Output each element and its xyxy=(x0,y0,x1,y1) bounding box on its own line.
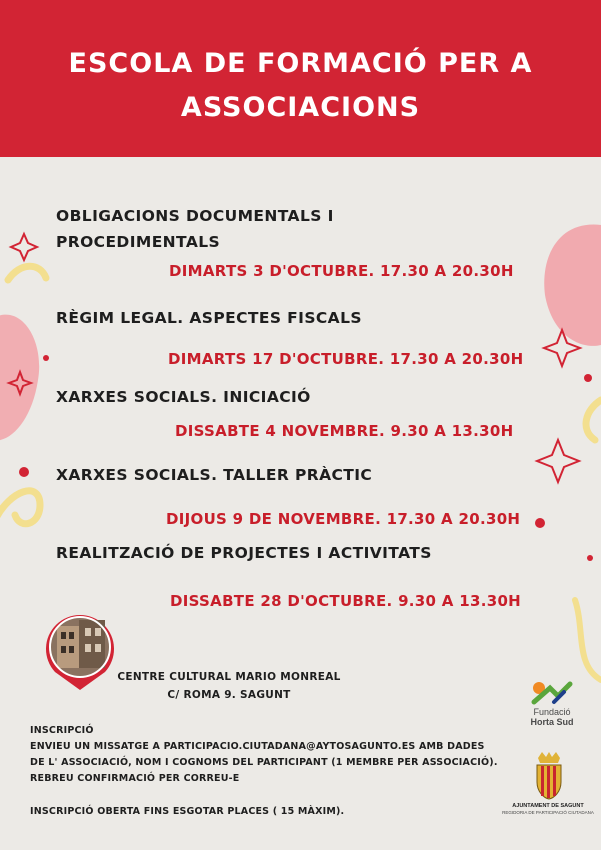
session-date-3: DISSABTE 4 NOVEMBRE. 9.30 A 13.30H xyxy=(175,422,514,440)
yellow-squiggle-left-2 xyxy=(0,491,40,524)
inscription-heading: INSCRIPCIÓ xyxy=(30,725,94,736)
session-title-5: REALITZACIÓ DE PROJECTES I ACTIVITATS xyxy=(56,544,432,562)
yellow-squiggle-right xyxy=(586,400,601,440)
sparkle-right-2 xyxy=(537,440,579,482)
sagunt-crest-icon xyxy=(534,752,564,800)
session-title-2: RÈGIM LEGAL. ASPECTES FISCALS xyxy=(56,309,362,327)
venue-address: C/ ROMA 9. SAGUNT xyxy=(167,689,291,701)
pink-blob-right xyxy=(544,225,601,346)
session-title-4: XARXES SOCIALS. TALLER PRÀCTIC xyxy=(56,466,373,484)
session-date-2: DIMARTS 17 D'OCTUBRE. 17.30 A 20.30H xyxy=(168,350,524,368)
inscription-line-2: DE L' ASSOCIACIÓ, NOM I COGNOMS DEL PARTICIPANT (1 MEMBRE PER ASSOCIACIÓ). xyxy=(30,757,498,768)
sparkle-left xyxy=(11,234,37,260)
red-dot-left xyxy=(19,467,29,477)
session-date-1: DIMARTS 3 D'OCTUBRE. 17.30 A 20.30H xyxy=(169,262,514,280)
session-date-4: DIJOUS 9 DE NOVEMBRE. 17.30 A 20.30H xyxy=(166,510,521,528)
ajuntament-label: AJUNTAMENT DE SAGUNT xyxy=(512,803,584,809)
fundacio-label: Fundació xyxy=(533,707,571,717)
page-title: ESCOLA DE FORMACIÓ PER A ASSOCIACIONS xyxy=(68,48,533,123)
inscription-line-1: ENVIEU UN MISSATGE A PARTICIPACIO.CIUTADANA@AYTOSAGUNTO.ES AMB DADES xyxy=(30,741,485,752)
yellow-squiggle-right-2 xyxy=(575,600,601,680)
horta-sud-label: Horta Sud xyxy=(530,717,574,727)
red-dot-right xyxy=(535,518,545,528)
session-date-5: DISSABTE 28 D'OCTUBRE. 9.30 A 13.30H xyxy=(170,592,522,610)
yellow-squiggle-left xyxy=(8,266,46,280)
location-pin-photo xyxy=(43,612,117,692)
session-title-3: XARXES SOCIALS. INICIACIÓ xyxy=(56,388,311,406)
header-banner xyxy=(0,0,601,157)
red-dot-right-2 xyxy=(584,374,592,382)
venue-name: CENTRE CULTURAL MARIO MONREAL xyxy=(117,671,341,683)
session-title-1: OBLIGACIONS DOCUMENTALS I PROCEDIMENTALS xyxy=(56,207,334,251)
red-dot-right-3 xyxy=(587,555,593,561)
red-dot-left-2 xyxy=(43,355,49,361)
inscription-note: INSCRIPCIÓ OBERTA FINS ESGOTAR PLACES ( 15 MÀXIM). xyxy=(30,806,345,817)
inscription-line-3: REBREU CONFIRMACIÓ PER CORREU-E xyxy=(30,773,240,784)
pink-blob-left xyxy=(0,315,39,441)
regidoria-label: REGIDORIA DE PARTICIPACIÓ CIUTADANA xyxy=(502,810,594,815)
fundacio-horta-sud-logo-icon xyxy=(530,680,574,706)
